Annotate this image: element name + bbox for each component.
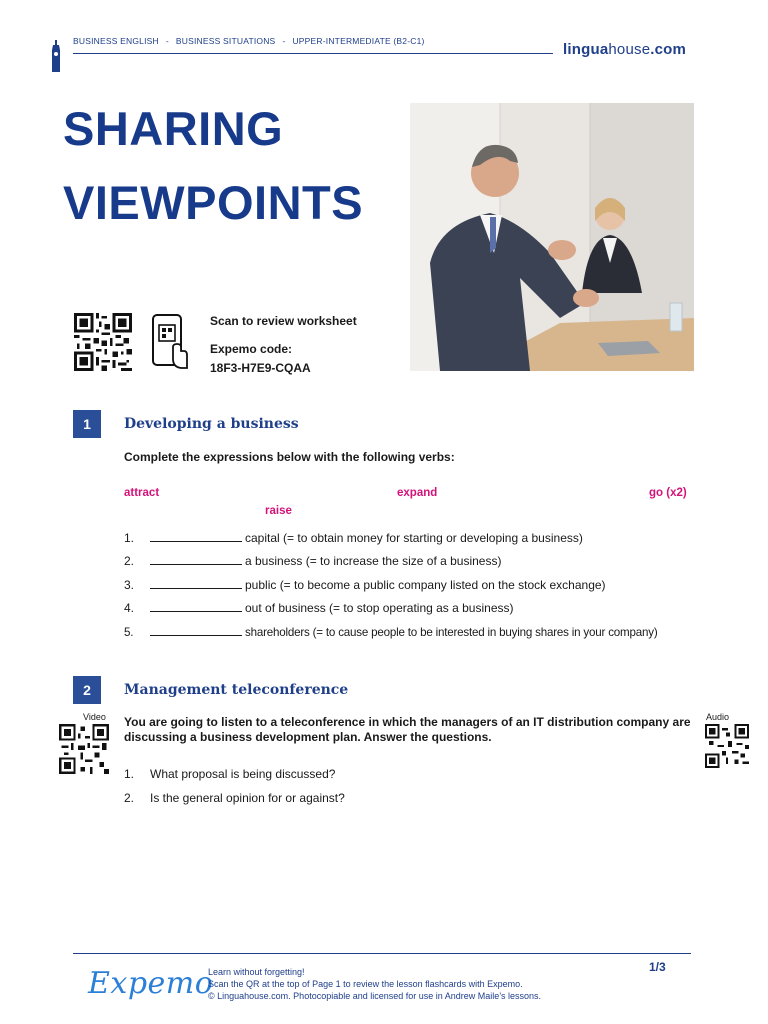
item-text: public (= to become a public company listed on the stock exchange) bbox=[245, 578, 606, 592]
video-label: Video bbox=[83, 712, 106, 722]
list-item bbox=[124, 577, 606, 593]
item-text: out of business (= to stop operating as a business) bbox=[245, 601, 514, 615]
verb-option: expand bbox=[397, 487, 438, 499]
item-text: a business (= to increase the size of a business) bbox=[245, 554, 502, 568]
list-item bbox=[124, 624, 658, 641]
breadcrumb-separator: - bbox=[165, 36, 169, 46]
breadcrumb-item: BUSINESS ENGLISH bbox=[73, 36, 159, 46]
item-number: 2. bbox=[124, 791, 135, 805]
item-number: 2. bbox=[124, 554, 135, 568]
section-instruction: Complete the expressions below with the following verbs: bbox=[124, 450, 455, 464]
scan-label: Scan to review worksheet bbox=[210, 314, 357, 328]
footer-line: © Linguahouse.com. Photocopiable and licensed for use in Andrew Maile's lessons. bbox=[208, 991, 542, 1001]
title-line: SHARING bbox=[63, 102, 284, 155]
brand-part: .com bbox=[650, 41, 687, 58]
answer-blank[interactable] bbox=[150, 624, 242, 636]
expemo-logo[interactable]: Expemo bbox=[88, 966, 214, 1001]
brand-logo[interactable] bbox=[563, 41, 686, 58]
page-title bbox=[63, 92, 363, 240]
item-text: Is the general opinion for or against? bbox=[150, 791, 345, 805]
title-line: VIEWPOINTS bbox=[63, 176, 364, 229]
breadcrumb-separator: - bbox=[282, 36, 286, 46]
answer-blank[interactable] bbox=[150, 553, 242, 565]
item-number: 5. bbox=[124, 626, 134, 639]
item-text: What proposal is being discussed? bbox=[150, 767, 336, 781]
item-number: 4. bbox=[124, 601, 135, 615]
answer-blank[interactable] bbox=[150, 530, 242, 542]
brand-part: lingua bbox=[563, 41, 609, 58]
breadcrumb-item: UPPER-INTERMEDIATE (B2-C1) bbox=[292, 36, 425, 46]
list-item bbox=[124, 766, 335, 782]
section-number-badge: 2 bbox=[73, 676, 101, 704]
list-item bbox=[124, 600, 514, 616]
list-item bbox=[124, 790, 345, 806]
expemo-code-value: 18F3-H7E9-CQAA bbox=[210, 361, 311, 375]
section-number-badge: 1 bbox=[73, 410, 101, 438]
footer-divider bbox=[73, 953, 691, 954]
expemo-code-label: Expemo code: bbox=[210, 342, 293, 356]
verb-option: go (x2) bbox=[649, 487, 687, 499]
section-title: Management teleconference bbox=[124, 682, 349, 698]
item-number: 1. bbox=[124, 767, 135, 781]
answer-blank[interactable] bbox=[150, 600, 242, 612]
verb-option: attract bbox=[124, 487, 160, 499]
audio-label: Audio bbox=[706, 712, 730, 722]
item-number: 3. bbox=[124, 578, 135, 592]
audio-qr-code-icon[interactable] bbox=[704, 724, 750, 768]
brand-part: house bbox=[608, 41, 651, 58]
item-text: capital (= to obtain money for starting or developing a business) bbox=[245, 531, 583, 545]
qr-code-icon[interactable] bbox=[73, 313, 133, 371]
breadcrumb-item: BUSINESS SITUATIONS bbox=[175, 36, 276, 46]
list-item bbox=[124, 553, 501, 569]
phone-scan-icon bbox=[151, 313, 189, 371]
big-ben-icon bbox=[50, 40, 62, 72]
video-qr-code-icon[interactable] bbox=[58, 724, 110, 774]
section-instruction: You are going to listen to a teleconference in which the managers of an IT distribution company are discussing a business development plan. Answer the questions. bbox=[124, 715, 691, 744]
list-item bbox=[124, 530, 583, 546]
page-number: 1/3 bbox=[649, 960, 666, 974]
breadcrumb bbox=[73, 36, 425, 46]
item-text: shareholders (= to cause people to be interested in buying shares in your company) bbox=[245, 626, 658, 639]
answer-blank[interactable] bbox=[150, 577, 242, 589]
photo-meeting-icon bbox=[410, 103, 694, 371]
header-divider bbox=[73, 53, 553, 54]
section-title: Developing a business bbox=[124, 416, 299, 432]
footer-text bbox=[208, 966, 541, 1002]
expemo-scan-info bbox=[210, 312, 357, 378]
verb-option: raise bbox=[265, 505, 292, 517]
footer-line: Learn without forgetting! bbox=[208, 967, 305, 977]
footer-line: Scan the QR at the top of Page 1 to review the lesson flashcards with Expemo. bbox=[208, 979, 523, 989]
item-number: 1. bbox=[124, 531, 135, 545]
